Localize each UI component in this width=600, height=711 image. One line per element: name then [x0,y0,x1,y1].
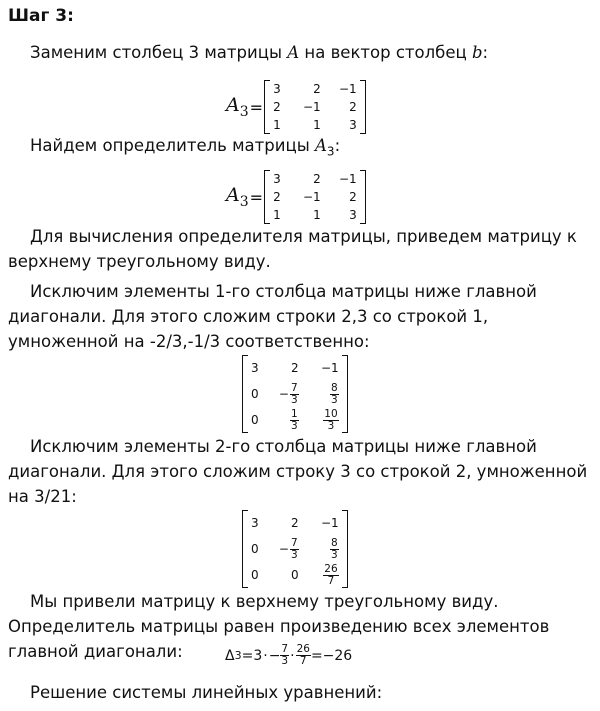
matrix-upper-triangular: 3 2 −1 0 − $\frac{7}{3}$ $\frac{8}{3}$ 0 0 $\frac{26}{7}$ [242,510,348,588]
paragraph-replace-column: Заменим столбец 3 матрицы A на вектор столбец b: [30,43,489,62]
paragraph-determinant-product: Мы привели матрицу к верхнему треугольному виду. Определитель матрицы равен произведению всех элементов главной диагонали: [8,592,550,661]
paragraph-eliminate-col1: Исключим элементы 1-го столбца матрицы ниже главной диагонали. Для этого сложим строки 2,3 со строкой 1, умноженной на -2/3,-1/3 соответственно: [8,282,537,351]
paragraph-solution: Решение системы линейных уравнений: [30,683,383,702]
determinant-equation: Δ 3 = 3 · − $\frac{7}{3}$ · $\frac{26}{7}$ =−26 [225,643,353,667]
matrix-a3-equation-2: $A_3$ = 3 2 −1 2 −1 2 1 1 3 [226,170,366,224]
matrix-a3: 3 2 −1 2 −1 2 1 1 3 [264,170,366,224]
matrix-name: $A_3$ [226,94,249,120]
matrix-after-col1: 3 2 −1 0 − $\frac{7}{3}$ $\frac{8}{3}$ 0 $\frac{1}{3}$ $\frac{10}{3}$ [242,355,348,433]
matrix-name: $A_3$ [226,184,249,210]
paragraph-eliminate-col2: Исключим элементы 2-го столбца матрицы ниже главной диагонали. Для этого сложим строку 3 со строкой 2, умноженной на 3/21: [8,437,588,506]
matrix-a3: 3 2 −1 2 −1 2 1 1 3 [264,80,366,134]
matrix-step2 [242,510,348,588]
paragraph-triangular-intro: Для вычисления определителя матрицы, приведем матрицу к верхнему треугольному виду. [8,227,577,271]
matrix-step1 [242,355,348,433]
paragraph-find-determinant: Найдем определитель матрицы $A_3$: [30,136,341,159]
matrix-a3-equation-1: $A_3$ = 3 2 −1 2 −1 2 1 1 3 [226,80,366,134]
step-heading: Шаг 3: [8,6,74,26]
